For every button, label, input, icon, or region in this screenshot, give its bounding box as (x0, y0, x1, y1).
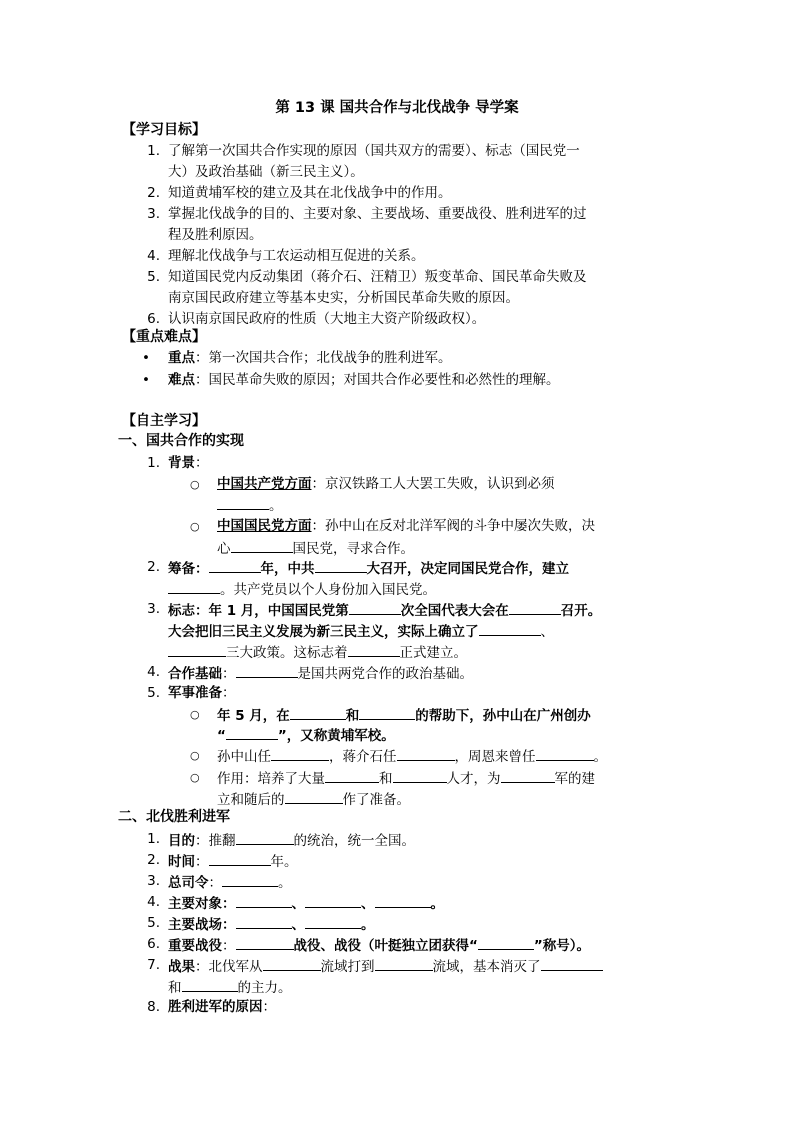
circle-bullet-icon: ○ (190, 708, 200, 721)
blank-field[interactable] (182, 976, 238, 992)
blank-field[interactable] (236, 892, 292, 908)
blank-field[interactable] (236, 934, 294, 950)
section-goals-heading: 【学习目标】 (122, 122, 206, 138)
blank-field[interactable] (209, 850, 271, 866)
blank-field[interactable] (509, 599, 561, 615)
blank-field[interactable] (236, 662, 298, 678)
blank-field[interactable] (168, 641, 226, 657)
part-1-heading: 一、国共合作的实现 (118, 433, 244, 449)
blank-field[interactable] (168, 578, 220, 594)
blank-field[interactable] (236, 913, 292, 929)
blank-field[interactable] (209, 557, 261, 573)
page-title: 第 13 课 国共合作与北伐战争 导学案 (275, 100, 519, 116)
blank-field[interactable] (263, 955, 321, 971)
blank-field[interactable] (375, 955, 433, 971)
blank-field[interactable] (348, 641, 400, 657)
blank-field[interactable] (226, 724, 278, 740)
blank-field[interactable] (397, 745, 455, 761)
blank-field[interactable] (478, 934, 534, 950)
blank-field[interactable] (479, 620, 541, 636)
circle-bullet-icon: ○ (190, 478, 200, 491)
blank-field[interactable] (541, 955, 603, 971)
blank-field[interactable] (236, 829, 294, 845)
blank-field[interactable] (375, 892, 431, 908)
blank-field[interactable] (393, 767, 447, 783)
circle-bullet-icon: ○ (190, 771, 200, 784)
blank-field[interactable] (290, 704, 346, 720)
part-2-heading: 二、北伐胜利进军 (118, 809, 230, 825)
blank-field[interactable] (285, 788, 343, 804)
blank-field[interactable] (325, 767, 379, 783)
bullet-icon: • (142, 350, 150, 366)
circle-bullet-icon: ○ (190, 520, 200, 533)
section-self-study-heading: 【自主学习】 (122, 413, 206, 429)
blank-field[interactable] (359, 704, 415, 720)
blank-field[interactable] (536, 745, 594, 761)
blank-field[interactable] (501, 767, 555, 783)
blank-field[interactable] (217, 494, 269, 510)
worksheet-page: 第 13 课 国共合作与北伐战争 导学案 【学习目标】 1. 了解第一次国共合作实现的原因（国共双方的需要）、标志（国民党一 大）及政治基础（新三民主义）。 2. 知道黄埔军校的建立及其在北伐战争中的作用。 3. 掌握北伐战争的目的、主要对象、主要战场、重要战役、胜利进军的过 程及胜利原因。 4. 理解北伐战争与工农运动相互促进的关系。 5. 知道国民党内反动集团（蒋介石、汪精卫）叛变革命、国民革命失败及 南京国民政府建立等基本史实，分析国民革命失败的原因。 6. 认识南京国民政府的性质（大地主大资产阶级政权）。 【重点难点】 • 重点：第一次国共合作；北伐战争的胜利进军。 • 难点：国民革命失败的原因；对国共合作必要性和必然性的理解。 【自主学习】 一、国共合作的实现 1. 背景： ○ 中国共产党方面：京汉铁路工人大罢工失败，认识到必须 。 ○ 中国国民党方面：孙中山在反对北洋军阀的斗争中屡次失败，决 心 国民党，寻求合作。 2. 筹备： 年，中共 大召开，决定同国民党合作，建立 。共产党员以个人身份加入国民党。 3. 标志：年 1 月，中国国民党第 次全国代表大会在 召开。 大会把旧三民主义发展为新三民主义，实际上确立了 、 三大政策。这标志着 正式建立。 4. 合作基础： 是国共两党合作的政治基础。 5. 军事准备： ○ 年 5 月，在 和 的帮助下，孙中山在广州创办 “ ”，又称黄埔军校。 ○ 孙中山任 ，蒋介石任 ，周恩来曾任 。 ○ 作用：培养了大量 和 人才，为 军的建 立和随后的 作了准备。 二、北伐胜利进军 1. 目的：推翻 的统治，统一全国。 2. 时间： 年。 3. 总司令： 。 4. 主要对象： 、 、 。 5. 主要战场： 、 。 6. 重要战役： 战役、战役（叶挺独立团获得“ ”称号）。 7. 战果：北伐军从 流域打到 流域，基本消灭了 和 的主力。 8. 胜利进军的原因： (0, 0, 794, 1123)
blank-field[interactable] (271, 745, 329, 761)
blank-field[interactable] (305, 892, 361, 908)
blank-field[interactable] (305, 913, 361, 929)
bullet-icon: • (142, 372, 150, 388)
section-key-heading: 【重点难点】 (122, 329, 206, 345)
blank-field[interactable] (349, 599, 401, 615)
blank-field[interactable] (231, 537, 293, 553)
circle-bullet-icon: ○ (190, 749, 200, 762)
blank-field[interactable] (222, 871, 278, 887)
blank-field[interactable] (315, 557, 367, 573)
